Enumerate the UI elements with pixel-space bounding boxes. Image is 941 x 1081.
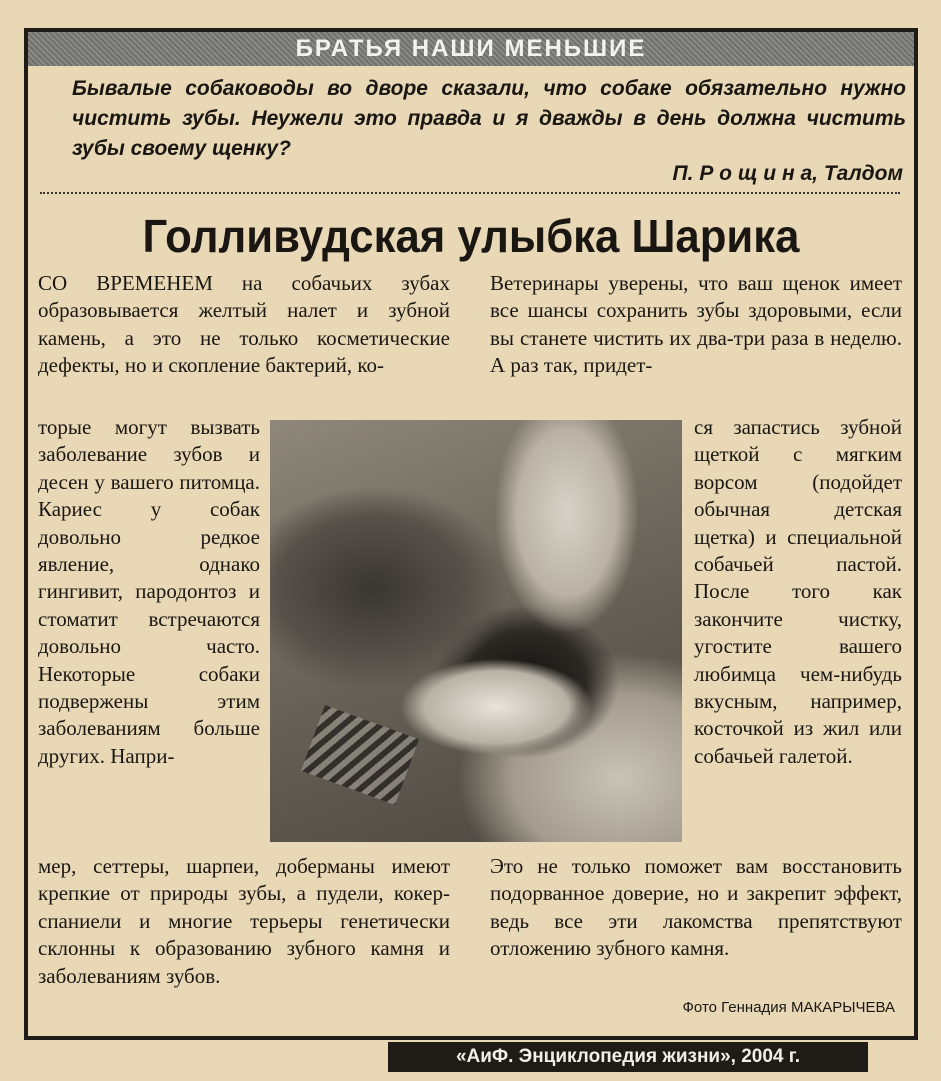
right-column-intro: Ветеринары уверены, что ваш щенок имеет все шансы сохранить зубы здоровыми, если вы станете чистить их два-три раза в неделю. А раз так, придет- bbox=[490, 271, 902, 378]
reader-question: Бывалые собаководы во дворе сказали, что собаке обязательно нужно чистить зубы. Неужели это правда и я дважды в день должна чистить зубы своему щенку? bbox=[72, 77, 906, 160]
photo-credit: Фото Геннадия МАКАРЫЧЕВА bbox=[682, 999, 895, 1016]
rubric-title: БРАТЬЯ НАШИ МЕНЬШИЕ bbox=[295, 35, 647, 62]
left-column-intro: СО ВРЕМЕНЕМ на собачьих зубах образовывается желтый налет и зубной камень, а это не только косметические дефекты, но и скопление бактерий, ко- bbox=[38, 271, 450, 378]
question-author: П. Р о щ и н а, Талдом bbox=[672, 162, 903, 185]
source-text: «АиФ. Энциклопедия жизни», 2004 г. bbox=[455, 1046, 801, 1067]
right-column-wrap: ся запастись зубной щеткой с мягким ворсом (подойдет обычная детская щетка) и специальной собачьей пастой. После того как закончите чистку, угостите вашего любимца чем-нибудь вкусным, например, косточкой из жил или собачьей галетой. bbox=[694, 415, 902, 768]
dog-collar bbox=[301, 705, 419, 805]
dog-teeth-photo bbox=[270, 420, 682, 842]
left-column-wrap: торые могут вызвать заболевание зубов и десен у вашего питомца. Кариес у собак довольно редкое явление, однако гингивит, пародонтоз и стоматит встречаются довольно часто. Некоторые собаки подвержены этим заболеваниям больше других. Напри- bbox=[38, 415, 260, 768]
rubric-banner bbox=[28, 32, 914, 66]
source-label bbox=[388, 1042, 868, 1072]
dotted-divider bbox=[40, 192, 900, 196]
left-column-end: мер, сеттеры, шарпеи, доберманы имеют крепкие от природы зубы, а пудели, кокер-спаниели и многие терьеры генетически склонны к образованию зубного камня и заболеваниям зубов. bbox=[38, 854, 450, 988]
article-headline: Голливудская улыбка Шарика bbox=[142, 210, 800, 262]
right-column-end: Это не только поможет вам восстановить подорванное доверие, но и закрепит эффект, ведь все эти лакомства препятствуют отложению зубного камня. bbox=[490, 854, 902, 961]
